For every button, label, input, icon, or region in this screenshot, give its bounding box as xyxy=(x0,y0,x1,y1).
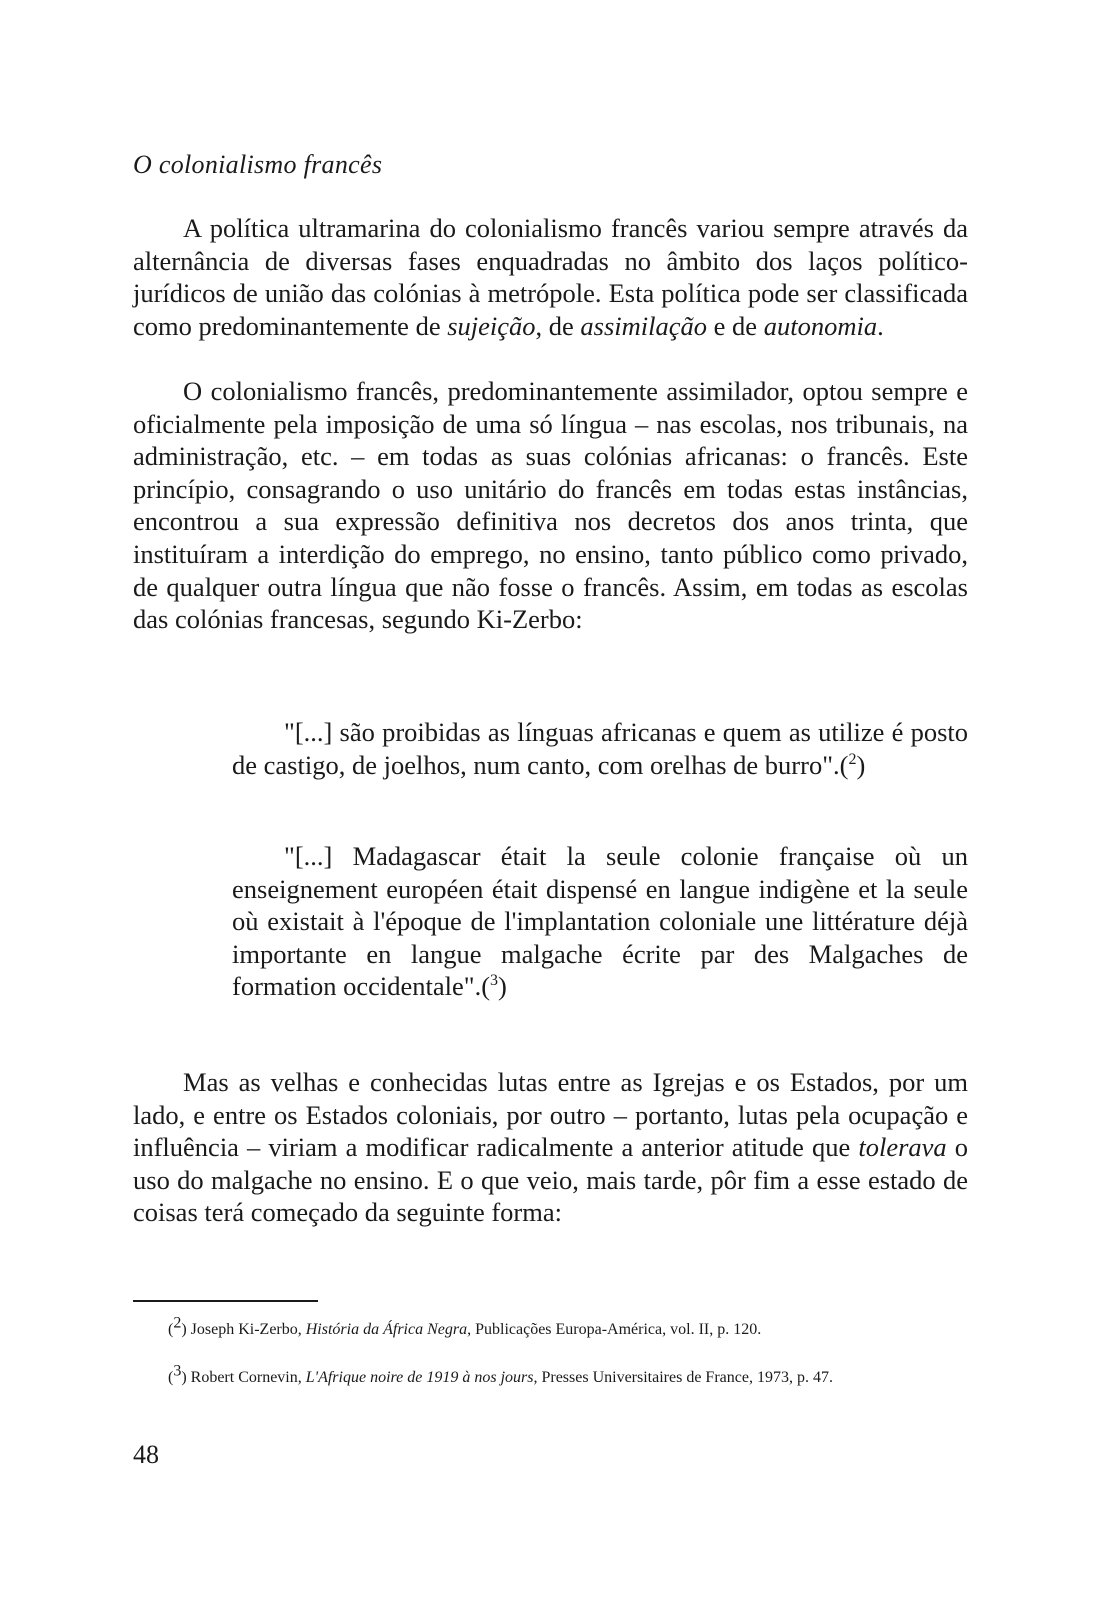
term-autonomia: autonomia xyxy=(763,310,878,341)
paragraph-1-end: . xyxy=(877,310,884,341)
footnote-2-mark: 2 xyxy=(173,1314,182,1332)
footnote-3: ($^3$) Robert Cornevin, L'Afrique noire de 1919 à nos jours, Presses Universitaires de France, 1973, p. 47. xyxy=(168,1362,833,1386)
paragraph-3 xyxy=(133,1066,968,1229)
footnote-3-author: Robert Cornevin, xyxy=(190,1369,306,1386)
quote-2-text: "[...] Madagascar était la seule colonie française où un enseignement européen était dispensé en langue indigène et la seule où existait à l'époque de l'implantation coloniale une littérature déjà importante en langue malgache écrite par des Malgaches de formation occidentale".( xyxy=(232,841,968,1002)
paragraph-2: O colonialismo francês, predominantemente assimilador, optou sempre e oficialmente pela imposição de uma só língua – nas escolas, nos tribunais, na administração, etc. – em todas as suas colónias africanas: o francês. Este princípio, consagrando o uso unitário do francês em todas estas instâncias, encontrou a sua expressão definitiva nos decretos dos anos trinta, que instituíram a interdição do emprego, no ensino, tanto público como privado, de qualquer outra língua que não fosse o francês. Assim, em todas as escolas das colónias francesas, segundo Ki-Zerbo: xyxy=(133,376,968,635)
term-assimilacao: assimilação xyxy=(580,310,708,341)
quote-2-close: ) xyxy=(498,971,507,1002)
paragraph-3-text: Mas as velhas e conhecidas lutas entre as Igrejas e os Estados, por um lado, e entre os Estados coloniais, por outro – portanto, lutas pela ocupação e influência – viriam a modificar radicalmente a anterior atitude que xyxy=(133,1067,968,1163)
footnote-divider xyxy=(133,1300,318,1302)
page-number: 48 xyxy=(133,1440,159,1469)
footnote-2: ($^2$) Joseph Ki-Zerbo, História da África Negra, Publicações Europa-América, vol. II, p. 120. xyxy=(168,1314,762,1338)
quote-1-text: "[...] são proibidas as línguas africanas e quem as utilize é posto de castigo, de joelhos, num canto, com orelhas de burro".( xyxy=(232,717,968,780)
footnote-2-details: , Publicações Europa-América, vol. II, p. 120. xyxy=(467,1321,762,1338)
quote-1-close: ) xyxy=(856,749,866,780)
paragraph-1-text: A política ultramarina do colonialismo francês variou sempre através da alternância de diversas fases enquadradas no âmbito dos laços político-jurídicos de união das colónias à metrópole. Esta política pode ser classificada como predominantemente de xyxy=(133,213,968,341)
block-quote-1 xyxy=(232,716,968,781)
paragraph-1 xyxy=(133,212,968,342)
footnote-3-details: , Presses Universitaires de France, 1973, p. 47. xyxy=(533,1369,833,1386)
paragraph-3-end: o uso do malgache no ensino. E o que veio, mais tarde, pôr fim a esse estado de coisas terá começado da seguinte forma: xyxy=(133,1132,969,1228)
term-sujeicao: sujeição xyxy=(447,310,536,341)
footnote-2-author: Joseph Ki-Zerbo, xyxy=(190,1321,306,1338)
footnote-3-mark: 3 xyxy=(173,1362,182,1380)
separator: e de xyxy=(707,310,764,341)
footnote-2-title: História da África Negra xyxy=(305,1321,468,1338)
separator: , de xyxy=(535,310,581,341)
footnote-ref-3: 3 xyxy=(490,972,499,990)
emphasis-tolerava: tolerava xyxy=(858,1132,947,1163)
block-quote-2 xyxy=(232,840,968,1003)
footnote-ref-2: 2 xyxy=(848,750,857,768)
section-heading: O colonialismo francês xyxy=(133,150,383,179)
footnote-3-title: L'Afrique noire de 1919 à nos jours xyxy=(305,1369,534,1386)
